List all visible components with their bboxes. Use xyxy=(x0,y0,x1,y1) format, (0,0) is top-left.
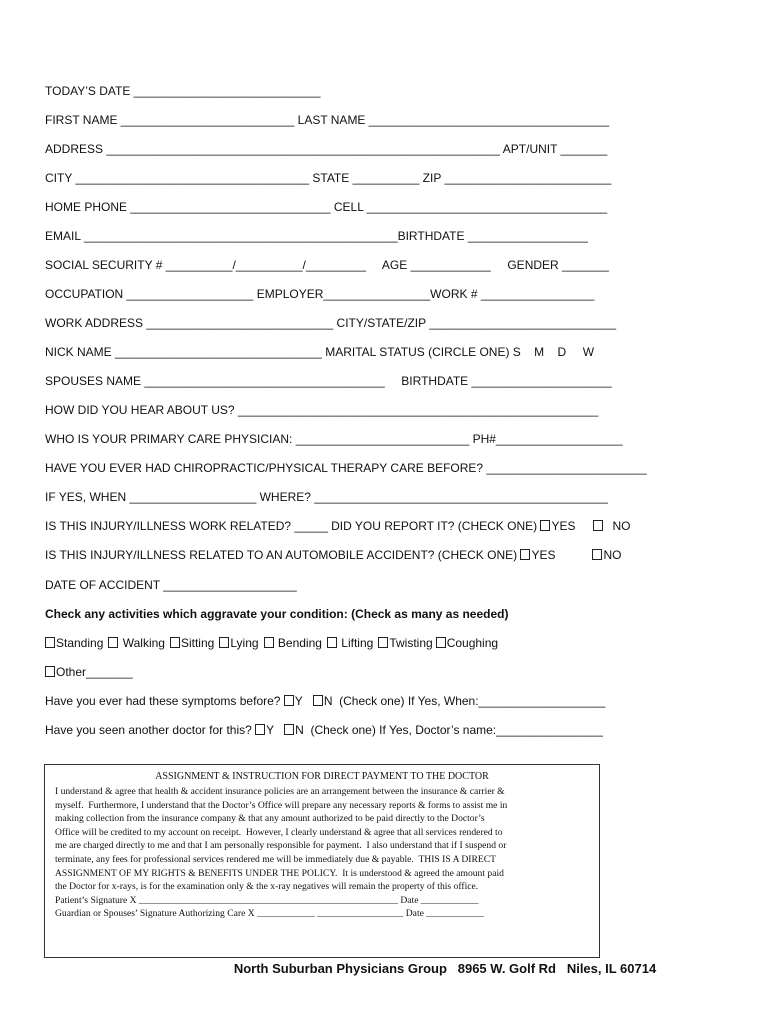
doctor-row xyxy=(45,723,603,737)
org-name: North Suburban Physicians Group xyxy=(233,961,447,976)
name-fields[interactable]: FIRST NAME __________________________ LAST NAME ____________________________________ xyxy=(45,113,610,127)
work-no-checkbox[interactable] xyxy=(593,520,603,531)
activity-label: Sitting xyxy=(180,636,215,650)
auto-yes-checkbox[interactable] xyxy=(520,549,530,560)
doctor-y-label: Y xyxy=(266,723,275,737)
work-related-row xyxy=(45,519,630,533)
patient-signature-line[interactable]: Patient’s Signature X ______________________________________________________ Date ____________ xyxy=(55,894,479,906)
assignment-line: I understand & agree that health & accident insurance policies are an arrangement between the insurance & carrier & xyxy=(55,786,505,797)
assignment-line: Office will be credited to my account on receipt. However, I clearly understand & agree that all services rendered to xyxy=(55,826,503,838)
auto-related-row xyxy=(45,548,621,562)
guardian-signature-line[interactable]: Guardian or Spouses’ Signature Authorizing Care X ____________ __________________ Date ____________ xyxy=(55,908,484,920)
activities-row xyxy=(45,636,498,650)
nickname-marital-fields[interactable]: NICK NAME _______________________________ MARITAL STATUS (CIRCLE ONE) S M D W xyxy=(45,345,595,359)
todays-date-field[interactable]: TODAY’S DATE ____________________________ xyxy=(45,84,321,98)
assignment-line: the Doctor for x-rays, is for the examination only & the x-ray negatives will remain the property of this office. xyxy=(55,881,479,893)
coughing-checkbox[interactable] xyxy=(436,637,446,648)
assignment-line: making collection from the insurance company & that any amount authorized to be paid directly to the Doctor’s xyxy=(55,813,485,825)
other-field[interactable]: Other_______ xyxy=(56,665,133,679)
twisting-checkbox[interactable] xyxy=(378,637,388,648)
lying-checkbox[interactable] xyxy=(219,637,229,648)
auto-no-checkbox[interactable] xyxy=(592,549,602,560)
assignment-line: terminate, any fees for professional services rendered me will be immediately due & payable. THIS IS A DIRECT xyxy=(55,853,497,865)
doctor-question: Have you seen another doctor for this? xyxy=(45,723,256,737)
hear-about-field[interactable]: HOW DID YOU HEAR ABOUT US? ______________________________________________________ xyxy=(45,403,599,417)
bending-checkbox[interactable] xyxy=(264,637,274,648)
symptoms-row xyxy=(45,694,605,708)
footer xyxy=(0,961,770,976)
walking-checkbox[interactable] xyxy=(108,637,118,648)
work-yes-label: YES xyxy=(551,519,576,533)
standing-checkbox[interactable] xyxy=(45,637,55,648)
symptoms-y-label: Y xyxy=(294,694,303,708)
other-row xyxy=(45,665,133,679)
activity-label: Lying xyxy=(230,636,259,650)
ssn-age-gender-fields[interactable]: SOCIAL SECURITY # __________/__________/_________ AGE ____________ GENDER _______ xyxy=(45,258,609,272)
other-checkbox[interactable] xyxy=(45,666,55,677)
spouse-fields[interactable]: SPOUSES NAME ____________________________________ BIRTHDATE _____________________ xyxy=(45,374,612,388)
auto-related-question: IS THIS INJURY/ILLNESS RELATED TO AN AUTOMOBILE ACCIDENT? (CHECK ONE) xyxy=(45,548,521,562)
sitting-checkbox[interactable] xyxy=(170,637,180,648)
symptoms-n-label[interactable]: N (Check one) If Yes, When:___________________ xyxy=(323,694,606,708)
chiro-before-field[interactable]: HAVE YOU EVER HAD CHIROPRACTIC/PHYSICAL THERAPY CARE BEFORE? ________________________ xyxy=(45,461,647,475)
physician-fields[interactable]: WHO IS YOUR PRIMARY CARE PHYSICIAN: __________________________ PH#___________________ xyxy=(45,432,623,446)
occupation-fields[interactable]: OCCUPATION ___________________ EMPLOYER________________WORK # _________________ xyxy=(45,287,595,301)
work-no-label: NO xyxy=(612,519,631,533)
auto-no-label: NO xyxy=(603,548,622,562)
accident-date-field[interactable]: DATE OF ACCIDENT ____________________ xyxy=(45,578,297,592)
assignment-line: me are charged directly to me and that I am personally responsible for payment. I also understand that if I suspend or xyxy=(55,840,507,852)
address-field[interactable]: ADDRESS ___________________________________________________________ APT/UNIT _______ xyxy=(45,142,608,156)
org-address: 8965 W. Golf Rd Niles, IL 60714 xyxy=(457,961,657,976)
activity-label: Lifting xyxy=(341,636,374,650)
activity-label: Coughing xyxy=(446,636,499,650)
assignment-line: ASSIGNMENT OF MY RIGHTS & BENEFITS UNDER THE POLICY. It is understood & agreed the amount paid xyxy=(55,867,504,879)
email-birthdate-fields[interactable]: EMAIL _______________________________________________BIRTHDATE __________________ xyxy=(45,229,588,243)
assignment-text xyxy=(55,785,591,921)
doctor-n-checkbox[interactable] xyxy=(284,724,294,735)
activity-label: Standing xyxy=(56,636,104,650)
lifting-checkbox[interactable] xyxy=(327,637,337,648)
doctor-y-checkbox[interactable] xyxy=(255,724,265,735)
activity-label: Bending xyxy=(277,636,322,650)
phone-fields[interactable]: HOME PHONE ______________________________ CELL ____________________________________ xyxy=(45,200,608,214)
work-yes-checkbox[interactable] xyxy=(540,520,550,531)
symptoms-question: Have you ever had these symptoms before? xyxy=(45,694,284,708)
assignment-title: ASSIGNMENT & INSTRUCTION FOR DIRECT PAYMENT TO THE DOCTOR xyxy=(155,771,489,782)
city-state-zip-fields[interactable]: CITY ___________________________________ STATE __________ ZIP _________________________ xyxy=(45,171,612,185)
if-yes-fields[interactable]: IF YES, WHEN ___________________ WHERE? ____________________________________________ xyxy=(45,490,608,504)
symptoms-n-checkbox[interactable] xyxy=(313,695,323,706)
assignment-line: myself. Furthermore, I understand that the Doctor’s Office will prepare any necessary reports & forms to assist me in xyxy=(55,799,508,811)
doctor-n-label[interactable]: N (Check one) If Yes, Doctor’s name:________________ xyxy=(295,723,603,737)
activity-label: Walking xyxy=(122,636,165,650)
activities-heading: Check any activities which aggravate your condition: (Check as many as needed) xyxy=(45,607,509,621)
activity-label: Twisting xyxy=(389,636,433,650)
assignment-box xyxy=(44,764,600,958)
symptoms-y-checkbox[interactable] xyxy=(284,695,294,706)
work-related-question: IS THIS INJURY/ILLNESS WORK RELATED? _____ DID YOU REPORT IT? (CHECK ONE) xyxy=(45,519,541,533)
work-address-fields[interactable]: WORK ADDRESS ____________________________ CITY/STATE/ZIP ____________________________ xyxy=(45,316,617,330)
auto-yes-label: YES xyxy=(531,548,556,562)
